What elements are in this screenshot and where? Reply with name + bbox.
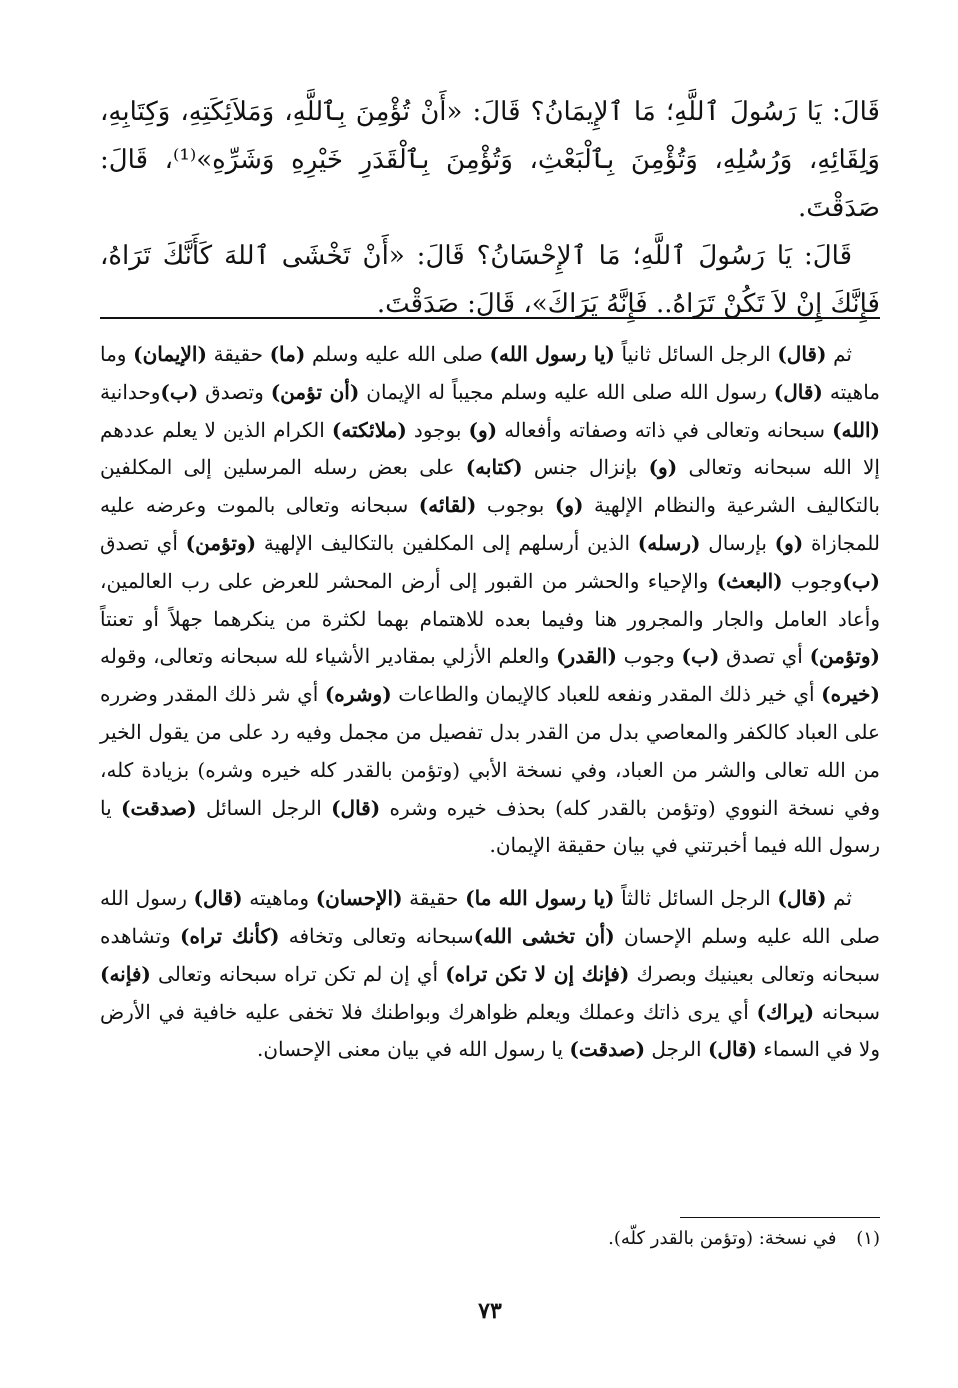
bold-quoted-phrase: (و)	[774, 530, 804, 555]
bold-quoted-phrase: (الإيمان)	[133, 342, 207, 366]
bold-quoted-phrase: (و)	[648, 455, 678, 480]
commentary-run: سبحانه	[814, 999, 880, 1024]
commentary-run: صلى الله عليه وسلم	[305, 342, 490, 366]
commentary-run: رسول الله صلى الله عليه وسلم الإحسان	[100, 886, 881, 948]
bold-quoted-phrase: (قال)	[773, 379, 823, 404]
bold-quoted-phrase: (ما)	[269, 342, 306, 366]
bold-quoted-phrase: (لقائه)	[418, 493, 477, 518]
bold-quoted-phrase: (أن تخشى الله)	[473, 923, 615, 948]
bold-quoted-phrase: (وتؤمن)	[185, 530, 257, 555]
commentary-run: وجوب	[616, 644, 682, 669]
bold-quoted-phrase: (يا رسول الله ما)	[465, 886, 615, 911]
commentary-run: أي تصدق	[100, 530, 186, 555]
commentary-run: الرجل السائل	[196, 795, 332, 820]
commentary-run: يا رسول الله في بيان معنى الإحسان.	[257, 1037, 570, 1062]
page-number: ٧٣	[478, 1298, 502, 1324]
bold-quoted-phrase: (ملائكته)	[331, 417, 407, 442]
footnote-number: (١)	[856, 1228, 880, 1249]
commentary-run: أي إن لم تكن تراه سبحانه وتعالى	[150, 961, 446, 986]
bold-quoted-phrase: (قال)	[777, 342, 827, 366]
bold-quoted-phrase: (قال)	[707, 1037, 758, 1062]
commentary-run: وجوب	[782, 568, 843, 593]
bold-quoted-phrase: (قال)	[193, 886, 243, 911]
commentary-run: بإنزال جنس	[522, 455, 649, 480]
bold-quoted-phrase: (ب)	[681, 644, 720, 669]
bold-quoted-phrase: (البعث)	[716, 568, 783, 593]
footnote	[100, 1224, 880, 1254]
bold-quoted-phrase: (فإنه)	[100, 961, 151, 986]
commentary-run: وما ماهيته	[100, 342, 880, 404]
bold-quoted-phrase: (صدقت)	[569, 1037, 646, 1062]
bold-quoted-phrase: (أن تؤمن)	[270, 379, 360, 404]
commentary-run: سبحانه وتعالى في ذاته وصفاته وأفعاله	[497, 417, 833, 442]
commentary-run: الذين أرسلهم إلى المكلفين بالتكاليف الإلهية	[256, 530, 638, 555]
bold-quoted-phrase: (صدقت)	[121, 795, 197, 820]
bold-quoted-phrase: (الله)	[832, 417, 880, 442]
commentary-run: أي يرى ذاتك وعملك ويعلم ظواهرك وبواطنك فلا تخفى عليه خافية في الأرض ولا في السماء	[100, 999, 880, 1062]
commentary-run: سبحانه وتعالى بالموت وعرضه عليه للمجازاة	[100, 493, 880, 555]
bold-quoted-phrase: (يراك)	[756, 999, 815, 1024]
separator-line	[100, 317, 880, 319]
commentary-paragraph-iman	[100, 336, 880, 865]
bold-quoted-phrase: (خيره)	[821, 682, 880, 707]
commentary-run: وحدانية	[100, 379, 161, 404]
commentary-run: ثم	[826, 886, 852, 911]
commentary-text	[100, 336, 880, 1069]
commentary-run: ثم	[826, 342, 852, 366]
hadith-paragraph-iman: قَالَ: يَا رَسُولَ ٱللَّهِ؛ مَا ٱلإِيمَانُ؟ قَالَ: «أَنْ تُؤْمِنَ بِٱللَّهِ، وَمَلاَئِكَتِهِ، وَكِتَابِهِ، وَلِقَائِهِ، وَرُسُلِهِ، وَتُؤْمِنَ بِٱلْبَعْثِ، وَتُؤْمِنَ بِٱلْقَدَرِ خَيْرِهِ وَشَرِّهِ»⁽¹⁾، قَالَ: صَدَقْتَ.	[100, 97, 880, 223]
bold-quoted-phrase: (كأنك تراه)	[179, 923, 280, 948]
commentary-run: سبحانه وتعالى وتخافه	[279, 923, 474, 948]
commentary-run: على بعض رسله المرسلين إلى المكلفين بالتكاليف الشرعية والنظام الإلهية	[100, 455, 880, 518]
footnote-separator	[680, 1217, 880, 1218]
hadith-text	[100, 88, 880, 328]
bold-quoted-phrase: (رسله)	[637, 530, 701, 555]
commentary-run: أي خير ذلك المقدر ونفعه للعباد كالإيمان والطاعات	[391, 682, 822, 707]
commentary-run: وتشاهده سبحانه وتعالى بعينيك وبصرك	[100, 923, 880, 986]
commentary-run: حقيقة	[206, 342, 270, 366]
commentary-run: وتصدق	[198, 379, 271, 404]
commentary-run: والإحياء والحشر من القبور إلى أرض المحشر للعرض على رب العالمين، وأعاد العامل والجار والمجرور هنا وفيما بعده للاهتمام بهما لكثرة من ينكرهما جهلاً أو تعنتاً	[100, 568, 880, 631]
bold-quoted-phrase: (ب)	[842, 568, 880, 593]
commentary-run: يا رسول الله فيما أخبرتني في بيان حقيقة الإيمان.	[100, 795, 880, 858]
commentary-run: وماهيته	[242, 886, 316, 911]
bold-quoted-phrase: (وشره)	[324, 682, 392, 707]
bold-quoted-phrase: (قال)	[777, 886, 827, 911]
commentary-run: رسول الله صلى الله عليه وسلم مجيباً له الإيمان	[359, 379, 774, 404]
commentary-run: بإرسال	[700, 530, 775, 555]
bold-quoted-phrase: (و)	[554, 493, 584, 518]
bold-quoted-phrase: (قال)	[331, 795, 381, 820]
footnote-text: في نسخة: (وتؤمن بالقدر كلّه).	[608, 1228, 837, 1249]
commentary-run: والعلم الأزلي بمقادير الأشياء لله سبحانه وتعالى، وقوله	[100, 644, 557, 669]
commentary-run: الرجل	[645, 1037, 708, 1062]
commentary-paragraph-ihsan	[100, 880, 880, 1069]
hadith-paragraph-ihsan: قَالَ: يَا رَسُولَ ٱللَّهِ؛ مَا ٱلإِحْسَانُ؟ قَالَ: «أَنْ تَخْشَى ٱللهَ كَأَنَّكَ تَرَاهُ، فَإِنَّكَ إِنْ لاَ تَكُنْ تَرَاهُ.. فَإِنَّهُ يَرَاكَ»، قَالَ: صَدَقْتَ.	[100, 241, 880, 319]
commentary-run: حقيقة	[402, 886, 466, 911]
commentary-run: أي تصدق	[719, 644, 810, 669]
commentary-run: بوجود	[406, 417, 469, 442]
bold-quoted-phrase: (فإنك إن لا تكن تراه)	[445, 961, 630, 986]
bold-quoted-phrase: (القدر)	[556, 644, 617, 669]
commentary-run: أي شر ذلك المقدر وضرره على العباد كالكفر والمعاصي بدل من القدر بدل تفصيل من مجمل وفيه رد على من يقول الخير من الله تعالى والشر من العباد، وفي نسخة الأبي (وتؤمن بالقدر كله خيره وشره) بزيادة كله، وفي نسخة النووي (وتؤمن بالقدر كله) بحذف خيره وشره	[100, 682, 880, 820]
book-page	[100, 88, 880, 1358]
bold-quoted-phrase: (ب)	[160, 379, 199, 404]
bold-quoted-phrase: (يا رسول الله)	[489, 342, 615, 366]
commentary-run: الرجل السائل ثانياً	[614, 342, 778, 366]
bold-quoted-phrase: (و)	[468, 417, 498, 442]
bold-quoted-phrase: (الإحسان)	[315, 886, 403, 911]
commentary-run: الرجل السائل ثالثاً	[614, 886, 778, 911]
commentary-run: الكرام الذين لا يعلم عددهم إلا الله سبحانه وتعالى	[100, 417, 880, 480]
bold-quoted-phrase: (كتابه)	[465, 455, 523, 480]
commentary-run: بوجوب	[476, 493, 555, 518]
bold-quoted-phrase: (وتؤمن)	[809, 644, 880, 669]
